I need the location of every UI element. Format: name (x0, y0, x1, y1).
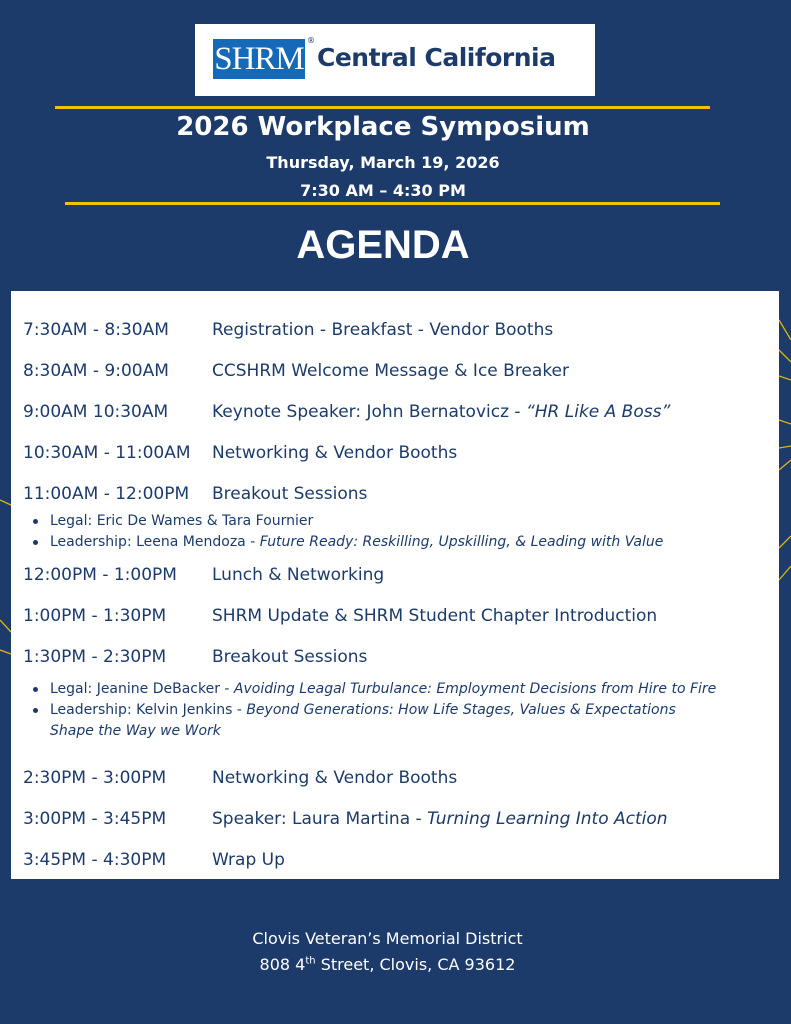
agenda-desc: Networking & Vendor Booths (212, 768, 458, 788)
agenda-desc: CCSHRM Welcome Message & Ice Breaker (212, 361, 569, 381)
bullet-icon (33, 708, 38, 713)
list-item: Legal: Jeanine DeBacker - Avoiding Leagal Turbulance: Employment Decisions from Hire to Fire (31, 679, 716, 700)
shrm-logo (195, 24, 595, 96)
agenda-desc: Keynote Speaker: John Bernatovicz - “HR Like A Boss” (212, 402, 671, 422)
agenda-time: 3:45PM - 4:30PM (23, 850, 167, 870)
event-time: 7:30 AM – 4:30 PM (300, 181, 466, 200)
registered-mark: ® (307, 36, 315, 45)
agenda-time: 1:30PM - 2:30PM (23, 647, 167, 667)
agenda-time: 1:00PM - 1:30PM (23, 606, 167, 626)
agenda-desc: Wrap Up (212, 850, 285, 870)
agenda-desc: Registration - Breakfast - Vendor Booths (212, 320, 554, 340)
agenda-desc: Breakout Sessions (212, 484, 368, 504)
bottom-divider (65, 202, 720, 205)
list-item-continuation: Shape the Way we Work (50, 723, 221, 739)
list-item: Leadership: Leena Mendoza - Future Ready: Reskilling, Upskilling, & Leading with Value (31, 532, 663, 553)
breakout-list-1 (31, 511, 663, 553)
venue-address: 808 4th Street, Clovis, CA 93612 (259, 955, 516, 974)
agenda-desc: Speaker: Laura Martina - Turning Learning Into Action (212, 809, 668, 829)
chapter-name: Central California (317, 43, 556, 72)
agenda-desc: SHRM Update & SHRM Student Chapter Introduction (212, 606, 658, 626)
agenda-desc: Lunch & Networking (212, 565, 385, 585)
agenda-panel (11, 291, 779, 879)
agenda-time: 8:30AM - 9:00AM (23, 361, 169, 381)
agenda-heading: AGENDA (296, 223, 470, 267)
agenda-time: 2:30PM - 3:00PM (23, 768, 167, 788)
agenda-desc: Breakout Sessions (212, 647, 368, 667)
list-item: Legal: Eric De Wames & Tara Fournier (31, 511, 663, 532)
bullet-icon (33, 540, 38, 545)
agenda-time: 3:00PM - 3:45PM (23, 809, 167, 829)
agenda-time: 10:30AM - 11:00AM (23, 443, 191, 463)
venue-name: Clovis Veteran’s Memorial District (252, 929, 523, 948)
breakout-list-2 (31, 679, 716, 742)
shrm-mark: SHRM (214, 41, 304, 77)
list-item: Leadership: Kelvin Jenkins - Beyond Generations: How Life Stages, Values & Expectations (31, 700, 716, 721)
agenda-time: 12:00PM - 1:00PM (23, 565, 177, 585)
agenda-time: 7:30AM - 8:30AM (23, 320, 169, 340)
agenda-time: 9:00AM 10:30AM (23, 402, 169, 422)
event-date: Thursday, March 19, 2026 (266, 153, 500, 172)
agenda-desc: Networking & Vendor Booths (212, 443, 458, 463)
bullet-icon (33, 687, 38, 692)
agenda-time: 11:00AM - 12:00PM (23, 484, 190, 504)
event-title: 2026 Workplace Symposium (176, 112, 590, 142)
top-divider (55, 106, 710, 109)
bullet-icon (33, 519, 38, 524)
